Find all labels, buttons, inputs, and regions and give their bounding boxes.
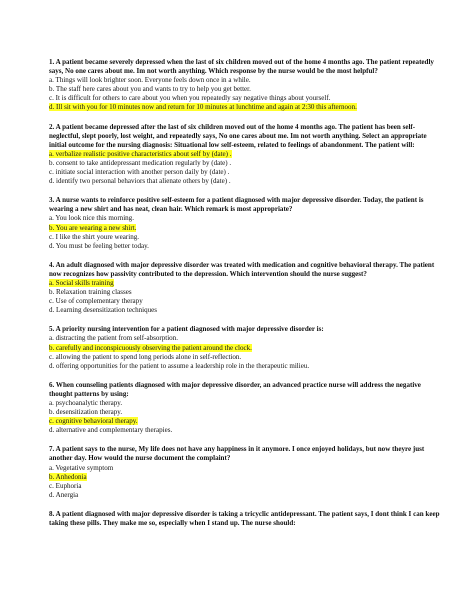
answer-option-b-highlighted [49,473,444,482]
answer-option-c-highlighted [49,417,444,426]
answer-highlight: b. Anhedonia [49,472,87,481]
answer-option-a: a. psychoanalytic therapy. [49,399,123,407]
answer-option-d: d. identify two personal behaviors that alienate others by (date) . [49,177,231,186]
answer-option-a: a. You look nice this morning. [49,214,134,223]
answer-option-b-highlighted [49,224,444,233]
answer-highlight: b. carefully and inconspicuously observing the patient around the clock. [49,343,252,352]
question-2 [49,123,444,187]
answer-option-c: c. It is difficult for others to care about you when you repeatedly say negative things about yourself. [49,94,331,103]
answer-option-d-highlighted [49,103,444,112]
question-8 [49,510,444,528]
question-text: 6. When counseling patients diagnosed with major depressive disorder, an advanced practice nurse will address the negative thought patterns by using: [49,380,421,398]
answer-option-d: d. offering opportunities for the patient to assume a leadership role in the therapeutic milieu. [49,361,310,370]
question-text: 5. A priority nursing intervention for a patient diagnosed with major depressive disorder is: [49,325,324,334]
answer-option-d: d. alternative and complementary therapies. [49,426,173,435]
question-text: 8. A patient diagnosed with major depressive disorder is taking a tricyclic antidepressant. The patient says, I dont think I can keep taking these pills. They make me so, especially when I stand up. The nurse should: [49,509,440,528]
answer-option-b: b. desensitization therapy. [49,408,123,417]
answer-option-b: b. consent to take antidepressant medication regularly by (date) . [49,158,232,167]
answer-option-b-highlighted [49,344,444,353]
question-text: 1. A patient became severely depressed when the last of six children moved out of the home 4 months ago. The patient repeatedly says, No one cares about me. Im not worth anything. Which response by the nurse would be the most helpful? [49,58,434,76]
answer-option-a: a. Vegetative symptom [49,463,114,472]
answer-option-a: a. Things will look brighter soon. Everyone feels down once in a while. [49,76,251,85]
question-text: 3. A nurse wants to reinforce positive self-esteem for a patient diagnosed with major depressive disorder. Today, the patient is wearing a new shirt and has neat, clean hair. Which remark is most appropriate? [49,196,424,214]
document-page [49,58,444,538]
question-text: 7. A patient says to the nurse, My life does not have any happiness in it anymore. I once enjoyed holidays, but now theyre just another day. How would the nurse document the complaint? [49,445,425,463]
answer-option-a: a. distracting the patient from self-absorption. [49,334,178,343]
answer-option-a-highlighted [49,279,444,288]
answer-option-c: c. initiate social interaction with another person daily by (date) . [49,168,230,177]
answer-highlight: a. verbalize realistic positive characteristics about self by (date) . [49,149,232,158]
question-text: 2. A patient became depressed after the last of six children moved out of the home 4 months ago. The patient has been self-neglectful, slept poorly, lost weight, and repeatedly says, No one cares about me. Im not worth anything. Select an appropriate initial outcome for the nursing diagnosis: Situational low self-esteem, related to feelings of abandonment. The patient will: [49,122,427,149]
question-1 [49,58,444,113]
answer-option-b: b. Relaxation training classes [49,288,132,297]
answer-option-d: d. Anergia [49,490,79,499]
answer-option-a-highlighted [49,150,444,159]
answer-option-c: c. Use of complementary therapy [49,297,143,306]
answer-highlight: a. Social skills training [49,278,114,287]
question-6 [49,381,444,436]
answer-highlight: c. cognitive behavioral therapy. [49,417,138,426]
answer-option-c: c. I like the shirt youre wearing. [49,232,140,241]
answer-option-b: b. The staff here cares about you and wants to try to help you get better. [49,85,251,94]
question-4 [49,261,444,316]
question-3 [49,196,444,251]
answer-option-d: d. Learning desensitization techniques [49,306,158,315]
question-text: 4. An adult diagnosed with major depressive disorder was treated with medication and cognitive behavioral therapy. The patient now recognizes how passivity contributed to the depression. Which intervention should the nurse suggest? [49,260,435,278]
answer-option-c: c. allowing the patient to spend long periods alone in self-reflection. [49,352,242,361]
answer-option-d: d. You must be feeling better today. [49,241,149,250]
question-7 [49,445,444,500]
answer-option-c: c. Euphoria [49,481,82,490]
answer-highlight: d. Ill sit with you for 10 minutes now and return for 10 minutes at lunchtime and again at 2:30 this afternoon. [49,103,357,112]
question-5 [49,325,444,370]
answer-highlight: b. You are wearing a new shirt. [49,223,137,232]
